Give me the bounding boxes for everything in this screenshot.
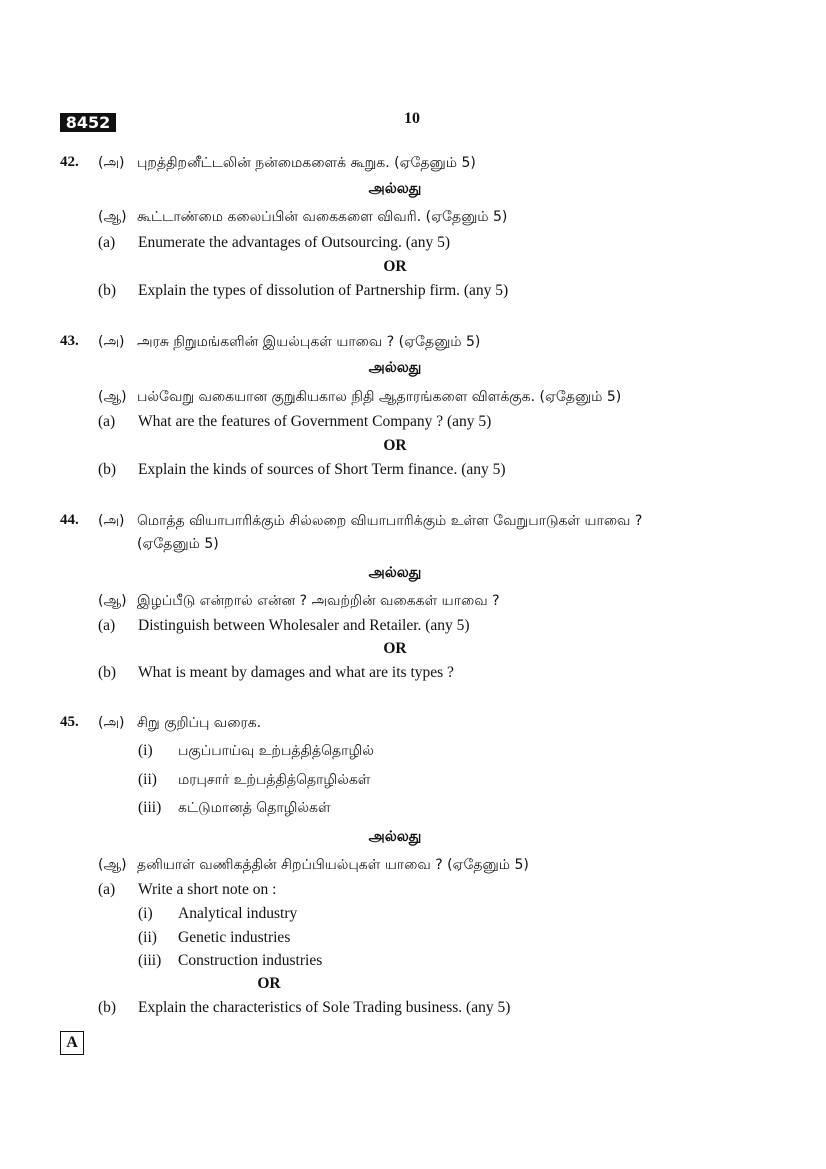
option-label: (a): [98, 413, 116, 430]
question-number: 44.: [60, 512, 79, 528]
option-label: (ஆ): [98, 857, 127, 873]
option-label: (b): [98, 282, 117, 299]
sub-item-label: (ii): [138, 929, 157, 946]
option-label: (a): [98, 617, 116, 634]
option-label: (b): [98, 461, 117, 478]
sub-item-text-tamil: மரபுசார் உற்பத்தித்தொழில்கள்: [178, 772, 371, 788]
sub-item-text-english: Construction industries: [178, 952, 323, 969]
option-label: (ஆ): [98, 209, 127, 225]
question-text-english: Distinguish between Wholesaler and Retailer. (any 5): [138, 617, 470, 634]
question-text-tamil: கூட்டாண்மை கலைப்பின் வகைகளை விவரி. (ஏதேனும் 5): [137, 209, 508, 225]
question-text-tamil: பல்வேறு வகையான குறுகியகால நிதி ஆதாரங்களை விளக்குக. (ஏதேனும் 5): [137, 389, 622, 405]
option-label: (ஆ): [98, 389, 127, 405]
question-number: 43.: [60, 333, 79, 349]
option-label: (அ): [98, 334, 125, 350]
option-label: (a): [98, 234, 116, 251]
version-box: A: [60, 1031, 84, 1055]
option-label: (அ): [98, 715, 125, 731]
option-label: (b): [98, 999, 117, 1016]
or-divider-tamil: அல்லது: [368, 829, 422, 845]
option-label: (ஆ): [98, 593, 127, 609]
question-text-tamil: புறத்திறனீட்டலின் நன்மைகளைக் கூறுக. (ஏதேனும் 5): [137, 155, 476, 171]
question-text-english: Explain the kinds of sources of Short Term finance. (any 5): [138, 461, 506, 478]
option-label: (a): [98, 881, 116, 898]
question-text-tamil: மொத்த வியாபாரிக்கும் சில்லறை வியாபாரிக்கும் உள்ள வேறுபாடுகள் யாவை ?: [137, 513, 643, 529]
question-text-tamil: அரசு நிறுமங்களின் இயல்புகள் யாவை ? (ஏதேனும் 5): [137, 334, 481, 350]
or-divider-tamil: அல்லது: [368, 360, 422, 376]
sub-item-label: (iii): [138, 799, 162, 816]
or-divider-english: OR: [383, 258, 407, 275]
question-number: 45.: [60, 714, 79, 730]
option-label: (அ): [98, 513, 125, 529]
sub-item-label: (ii): [138, 771, 157, 788]
sub-item-label: (iii): [138, 952, 162, 969]
page-number: 10: [404, 110, 420, 127]
question-number: 42.: [60, 154, 79, 170]
question-text-tamil: தனியாள் வணிகத்தின் சிறப்பியல்புகள் யாவை ? (ஏதேனும் 5): [137, 857, 529, 873]
question-text-english: Write a short note on :: [138, 881, 277, 898]
question-text-english: Explain the types of dissolution of Partnership firm. (any 5): [138, 282, 509, 299]
sub-item-text-english: Analytical industry: [178, 905, 298, 922]
question-text-tamil: சிறு குறிப்பு வரைக.: [137, 715, 262, 731]
question-text-english: What is meant by damages and what are its types ?: [138, 664, 454, 681]
question-text-tamil-cont: (ஏதேனும் 5): [137, 536, 219, 552]
paper-code-badge: 8452: [60, 113, 116, 132]
option-label: (அ): [98, 155, 125, 171]
or-divider-tamil: அல்லது: [368, 181, 422, 197]
or-divider-english: OR: [383, 437, 407, 454]
question-text-tamil: இழப்பீடு என்றால் என்ன ? அவற்றின் வகைகள் யாவை ?: [137, 593, 500, 609]
sub-item-text-tamil: பகுப்பாய்வு உற்பத்தித்தொழில்: [178, 743, 374, 759]
sub-item-label: (i): [138, 905, 153, 922]
sub-item-label: (i): [138, 742, 153, 759]
or-divider-tamil: அல்லது: [368, 565, 422, 581]
question-text-english: Enumerate the advantages of Outsourcing. (any 5): [138, 234, 451, 251]
question-text-english: What are the features of Government Company ? (any 5): [138, 413, 492, 430]
question-text-english: Explain the characteristics of Sole Trading business. (any 5): [138, 999, 511, 1016]
or-divider-english: OR: [383, 640, 407, 657]
sub-item-text-tamil: கட்டுமானத் தொழில்கள்: [178, 800, 331, 816]
or-divider-english: OR: [257, 975, 281, 992]
option-label: (b): [98, 664, 117, 681]
sub-item-text-english: Genetic industries: [178, 929, 291, 946]
